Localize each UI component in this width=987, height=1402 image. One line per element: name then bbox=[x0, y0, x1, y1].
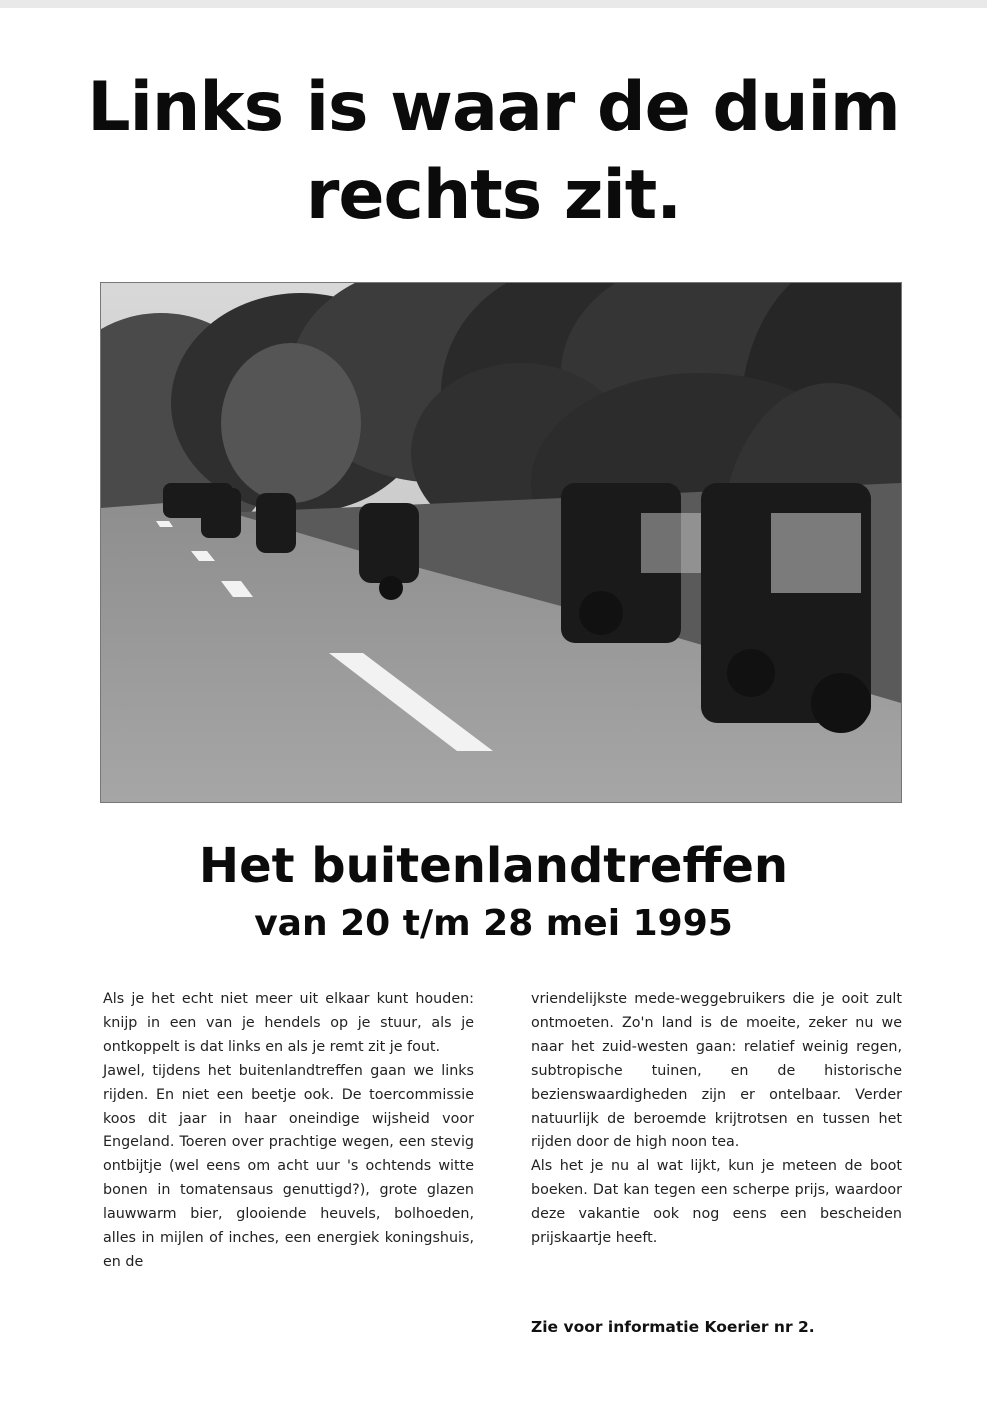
article-column-left bbox=[103, 988, 474, 1275]
headline-line-1: Links is waar de duim bbox=[87, 68, 900, 147]
article-paragraph: Jawel, tijdens het buitenlandtreffen gaan we links rijden. En niet een beetje ook. De toercommissie koos dit jaar in haar oneindige wijsheid voor Engeland. Toeren over prachtige wegen, een stevig ontbijtje (wel eens om acht uur 's ochtends witte bonen in tomatensaus genuttigd?), grote glazen lauwwarm bier, glooiende heuvels, bolhoeden, alles in mijlen of inches, een energiek koningshuis, en de bbox=[103, 1062, 474, 1270]
date-range-heading: van 20 t/m 28 mei 1995 bbox=[254, 903, 733, 944]
headline-line-2: rechts zit. bbox=[305, 156, 682, 235]
article-paragraph: Als het je nu al wat lijkt, kun je meteen de boot boeken. Dat kan tegen een scherpe prijs, waardoor deze vakantie ook nog eens een bescheiden prijskaartje heeft. bbox=[531, 1158, 902, 1247]
article-paragraph: vriendelijkste mede-weggebruikers die je ooit zult ontmoeten. Zo'n land is de moeite, zeker nu we naar het zuid-westen gaan: relatief weinig regen, subtropische tuinen, en de historische bezienswaardigheden zijn er ontelbaar. Verder natuurlijk de beroemde krijtrotsen en tussen het rijden door de high noon tea. bbox=[531, 991, 902, 1151]
section-heading: Het buitenlandtreffen bbox=[198, 838, 789, 894]
info-reference: Zie voor informatie Koerier nr 2. bbox=[531, 1318, 815, 1336]
page-top-edge bbox=[0, 0, 987, 8]
article-paragraph: Als je het echt niet meer uit elkaar kunt houden: knijp in een van je hendels op je stuur, als je ontkoppelt is dat links en als je remt zit je fout. bbox=[103, 991, 474, 1055]
article-column-right bbox=[531, 988, 902, 1251]
motorcycle-group-photo bbox=[100, 282, 902, 803]
